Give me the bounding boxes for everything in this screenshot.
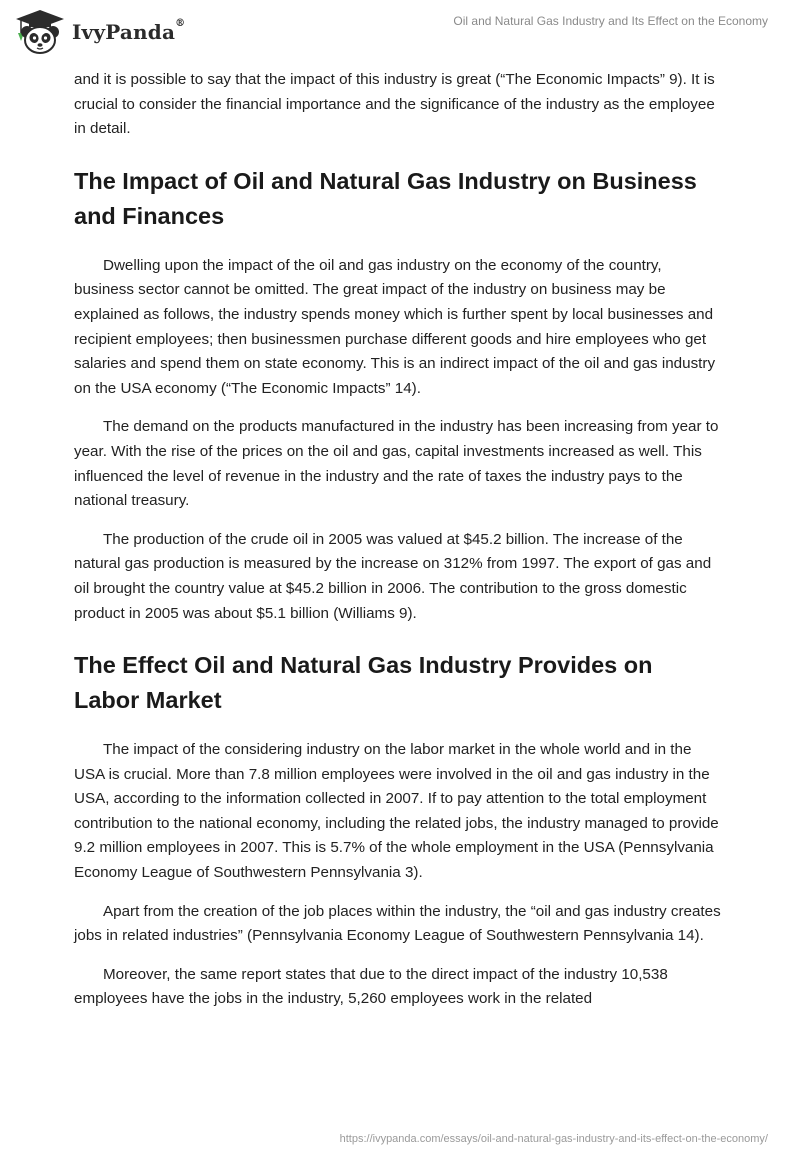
page-header <box>0 0 800 64</box>
paragraph: Apart from the creation of the job places within the industry, the “oil and gas industry creates jobs in related industries” (Pennsylvania Economy League of Southwestern Pennsylvania 14). <box>74 902 721 945</box>
paragraph: The impact of the considering industry on the labor market in the whole world and in the USA is crucial. More than 7.8 million employees were involved in the oil and gas industry in the USA, according to the information collected in 2007. If to pay attention to the total employment contribution to the national economy, including the related jobs, the industry managed to provide 9.2 million employees in 2007. This is 5.7% of the whole employment in the USA (Pennsylvania Economy League of Southwestern Pennsylvania 3). <box>74 741 719 882</box>
paragraph: Dwelling upon the impact of the oil and gas industry on the economy of the country, business sector cannot be omitted. The great impact of the industry on business may be explained as follows, the industry spends money which is further spent by local businesses and recipient employees; then businessmen purchase different goods and hire employees who get salaries and spend them on state economy. This is an indirect impact of the oil and gas industry on the USA economy (“The Economic Impacts” 14). <box>74 256 716 397</box>
section-heading-labor-market: The Effect Oil and Natural Gas Industry Provides on Labor Market <box>74 652 653 714</box>
essay-body <box>74 68 724 1026</box>
ivypanda-logo[interactable] <box>14 8 185 56</box>
intro-paragraph: and it is possible to say that the impact of this industry is great (“The Economic Impacts” 9). It is crucial to consider the financial importance and the significance of the industry as the employee in detail. <box>74 71 715 138</box>
section-heading-business-finances: The Impact of Oil and Natural Gas Industry on Business and Finances <box>74 167 697 229</box>
paragraph: The production of the crude oil in 2005 was valued at $45.2 billion. The increase of the natural gas production is measured by the increase on 312% from 1997. The export of gas and oil brought the country value at $45.2 billion in 2006. The contribution to the gross domestic product in 2005 was about $5.1 billion (Williams 9). <box>74 530 712 622</box>
panda-graduate-icon <box>14 8 66 56</box>
paragraph: The demand on the products manufactured in the industry has been increasing from year to year. With the rise of the prices on the oil and gas, capital investments increased as well. This influenced the level of revenue in the industry and the rate of taxes the industry pays to the national treasury. <box>74 418 719 510</box>
brand-name: IvyPanda® <box>72 18 186 44</box>
source-url[interactable]: https://ivypanda.com/essays/oil-and-natural-gas-industry-and-its-effect-on-the-economy/ <box>339 1133 768 1145</box>
paragraph: Moreover, the same report states that due to the direct impact of the industry 10,538 employees have the jobs in the industry, 5,260 employees work in the related <box>74 965 668 1008</box>
running-title: Oil and Natural Gas Industry and Its Effect on the Economy <box>453 14 768 28</box>
